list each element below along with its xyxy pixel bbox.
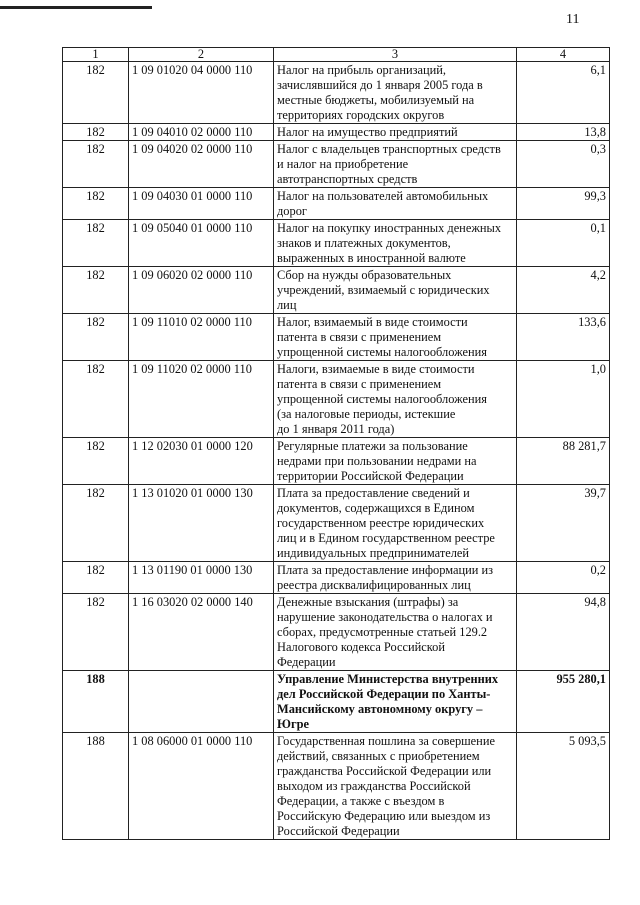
revenue-name-text: Плата за предоставление сведений и документов, содержащихся в Едином государственном реестре юридических лиц и в Едином государственном реестре индивидуальных предпринимателей — [277, 486, 495, 560]
admin-code-cell — [63, 562, 129, 594]
admin-code-cell — [63, 671, 129, 733]
page-number: 11 — [566, 12, 580, 27]
admin-code-cell — [63, 361, 129, 438]
revenue-name-text: Сбор на нужды образовательных учреждений, взимаемый с юридических лиц — [277, 268, 490, 312]
table-row — [63, 485, 610, 562]
table-header-row — [63, 48, 610, 62]
admin-code-text: 188 — [86, 672, 105, 686]
admin-code-text: 182 — [86, 142, 105, 156]
budget-revenue-table — [62, 47, 610, 840]
column-header: 3 — [274, 48, 517, 62]
table-row — [63, 220, 610, 267]
revenue-name-cell — [274, 314, 517, 361]
admin-code-text: 188 — [86, 734, 105, 748]
amount-text: 5 093,5 — [568, 734, 606, 748]
admin-code-text: 182 — [86, 486, 105, 500]
budget-classification-code-text: 1 09 11010 02 0000 110 — [132, 315, 252, 329]
admin-code-text: 182 — [86, 439, 105, 453]
admin-code-text: 182 — [86, 221, 105, 235]
admin-code-cell — [63, 62, 129, 124]
budget-classification-code-cell — [129, 62, 274, 124]
table-body — [63, 62, 610, 840]
revenue-name-text: Налог на имущество предприятий — [277, 125, 458, 139]
amount-text: 955 280,1 — [556, 672, 606, 686]
table-row — [63, 188, 610, 220]
revenue-name-text: Налог с владельцев транспортных средств и налог на приобретение автотранспортных средств — [277, 142, 501, 186]
amount-cell — [517, 361, 610, 438]
admin-code-cell — [63, 220, 129, 267]
amount-cell — [517, 124, 610, 141]
revenue-name-text: Регулярные платежи за пользование недрами при пользовании недрами на территории Российской Федерации — [277, 439, 477, 483]
budget-classification-code-text: 1 09 04010 02 0000 110 — [132, 125, 253, 139]
budget-classification-code-text: 1 08 06000 01 0000 110 — [132, 734, 253, 748]
column-header: 4 — [517, 48, 610, 62]
amount-cell — [517, 141, 610, 188]
revenue-name-cell — [274, 62, 517, 124]
budget-classification-code-cell — [129, 124, 274, 141]
budget-classification-code-cell — [129, 594, 274, 671]
admin-code-cell — [63, 124, 129, 141]
table-row — [63, 361, 610, 438]
revenue-name-cell — [274, 267, 517, 314]
admin-code-text: 182 — [86, 315, 105, 329]
table-row — [63, 594, 610, 671]
budget-classification-code-text: 1 13 01190 01 0000 130 — [132, 563, 253, 577]
revenue-name-text: Налог, взимаемый в виде стоимости патента в связи с применением упрощенной системы налогообложения — [277, 315, 487, 359]
revenue-name-cell — [274, 671, 517, 733]
amount-text: 88 281,7 — [562, 439, 606, 453]
top-rule — [0, 6, 152, 9]
table-row — [63, 141, 610, 188]
admin-code-text: 182 — [86, 563, 105, 577]
admin-code-cell — [63, 594, 129, 671]
budget-classification-code-text: 1 09 06020 02 0000 110 — [132, 268, 253, 282]
admin-code-cell — [63, 438, 129, 485]
budget-classification-code-cell — [129, 188, 274, 220]
budget-classification-code-cell — [129, 671, 274, 733]
budget-classification-code-text: 1 09 05040 01 0000 110 — [132, 221, 253, 235]
budget-classification-code-cell — [129, 314, 274, 361]
table-row — [63, 124, 610, 141]
revenue-name-cell — [274, 733, 517, 840]
revenue-name-text: Налоги, взимаемые в виде стоимости патента в связи с применением упрощенной системы налогообложения (за налоговые периоды, истекшие до 1 января 2011 года) — [277, 362, 487, 436]
amount-text: 0,1 — [590, 221, 606, 235]
admin-code-cell — [63, 733, 129, 840]
revenue-name-text: Управление Министерства внутренних дел Российской Федерации по Ханты- Мансийскому автономному округу – Югре — [277, 672, 499, 731]
revenue-name-cell — [274, 361, 517, 438]
table-row — [63, 562, 610, 594]
amount-text: 133,6 — [578, 315, 606, 329]
revenue-name-text: Государственная пошлина за совершение действий, связанных с приобретением гражданства Российской Федерации или выходом из гражданства Российской Федерации, а также с въездом в Российскую Федерацию или выездом из Российской Федерации — [277, 734, 495, 838]
revenue-name-cell — [274, 594, 517, 671]
amount-cell — [517, 438, 610, 485]
admin-code-cell — [63, 188, 129, 220]
revenue-name-cell — [274, 188, 517, 220]
admin-code-text: 182 — [86, 125, 105, 139]
budget-classification-code-cell — [129, 361, 274, 438]
column-header: 2 — [129, 48, 274, 62]
admin-code-cell — [63, 314, 129, 361]
budget-classification-code-cell — [129, 562, 274, 594]
amount-cell — [517, 671, 610, 733]
budget-classification-code-cell — [129, 485, 274, 562]
amount-cell — [517, 188, 610, 220]
amount-text: 13,8 — [584, 125, 606, 139]
amount-cell — [517, 62, 610, 124]
revenue-name-text: Налог на пользователей автомобильных дорог — [277, 189, 489, 218]
admin-code-text: 182 — [86, 595, 105, 609]
budget-classification-code-text: 1 09 04030 01 0000 110 — [132, 189, 253, 203]
admin-code-text: 182 — [86, 189, 105, 203]
revenue-name-text: Плата за предоставление информации из реестра дисквалифицированных лиц — [277, 563, 493, 592]
revenue-name-cell — [274, 141, 517, 188]
amount-cell — [517, 562, 610, 594]
table-row — [63, 267, 610, 314]
admin-code-text: 182 — [86, 268, 105, 282]
amount-cell — [517, 314, 610, 361]
revenue-name-cell — [274, 438, 517, 485]
table-row — [63, 671, 610, 733]
amount-text: 99,3 — [584, 189, 606, 203]
revenue-name-cell — [274, 562, 517, 594]
admin-code-cell — [63, 485, 129, 562]
revenue-name-text: Налог на прибыль организаций, зачислявшийся до 1 января 2005 года в местные бюджеты, мобилизуемый на территориях городских округов — [277, 63, 483, 122]
table-row — [63, 314, 610, 361]
revenue-name-cell — [274, 124, 517, 141]
budget-classification-code-text: 1 12 02030 01 0000 120 — [132, 439, 253, 453]
amount-text: 4,2 — [590, 268, 606, 282]
budget-classification-code-cell — [129, 733, 274, 840]
budget-classification-code-cell — [129, 220, 274, 267]
admin-code-cell — [63, 267, 129, 314]
budget-classification-code-text: 1 09 11020 02 0000 110 — [132, 362, 252, 376]
amount-text: 6,1 — [590, 63, 606, 77]
table-row — [63, 438, 610, 485]
revenue-name-cell — [274, 485, 517, 562]
amount-cell — [517, 267, 610, 314]
budget-classification-code-text: 1 09 01020 04 0000 110 — [132, 63, 253, 77]
budget-classification-code-cell — [129, 141, 274, 188]
budget-classification-code-cell — [129, 438, 274, 485]
budget-classification-code-cell — [129, 267, 274, 314]
table-row — [63, 733, 610, 840]
amount-text: 39,7 — [584, 486, 606, 500]
revenue-name-text: Налог на покупку иностранных денежных знаков и платежных документов, выраженных в иностранной валюте — [277, 221, 502, 265]
amount-cell — [517, 220, 610, 267]
revenue-name-cell — [274, 220, 517, 267]
budget-classification-code-text: 1 16 03020 02 0000 140 — [132, 595, 253, 609]
admin-code-cell — [63, 141, 129, 188]
column-header: 1 — [63, 48, 129, 62]
amount-text: 0,2 — [590, 563, 606, 577]
amount-cell — [517, 594, 610, 671]
budget-classification-code-text: 1 09 04020 02 0000 110 — [132, 142, 253, 156]
table-row — [63, 62, 610, 124]
revenue-name-text: Денежные взыскания (штрафы) за нарушение законодательства о налогах и сборах, предусмотренные статьей 129.2 Налогового кодекса Российской Федерации — [277, 595, 493, 669]
admin-code-text: 182 — [86, 362, 105, 376]
budget-classification-code-text: 1 13 01020 01 0000 130 — [132, 486, 253, 500]
amount-cell — [517, 485, 610, 562]
amount-cell — [517, 733, 610, 840]
amount-text: 94,8 — [584, 595, 606, 609]
amount-text: 1,0 — [590, 362, 606, 376]
amount-text: 0,3 — [590, 142, 606, 156]
admin-code-text: 182 — [86, 63, 105, 77]
